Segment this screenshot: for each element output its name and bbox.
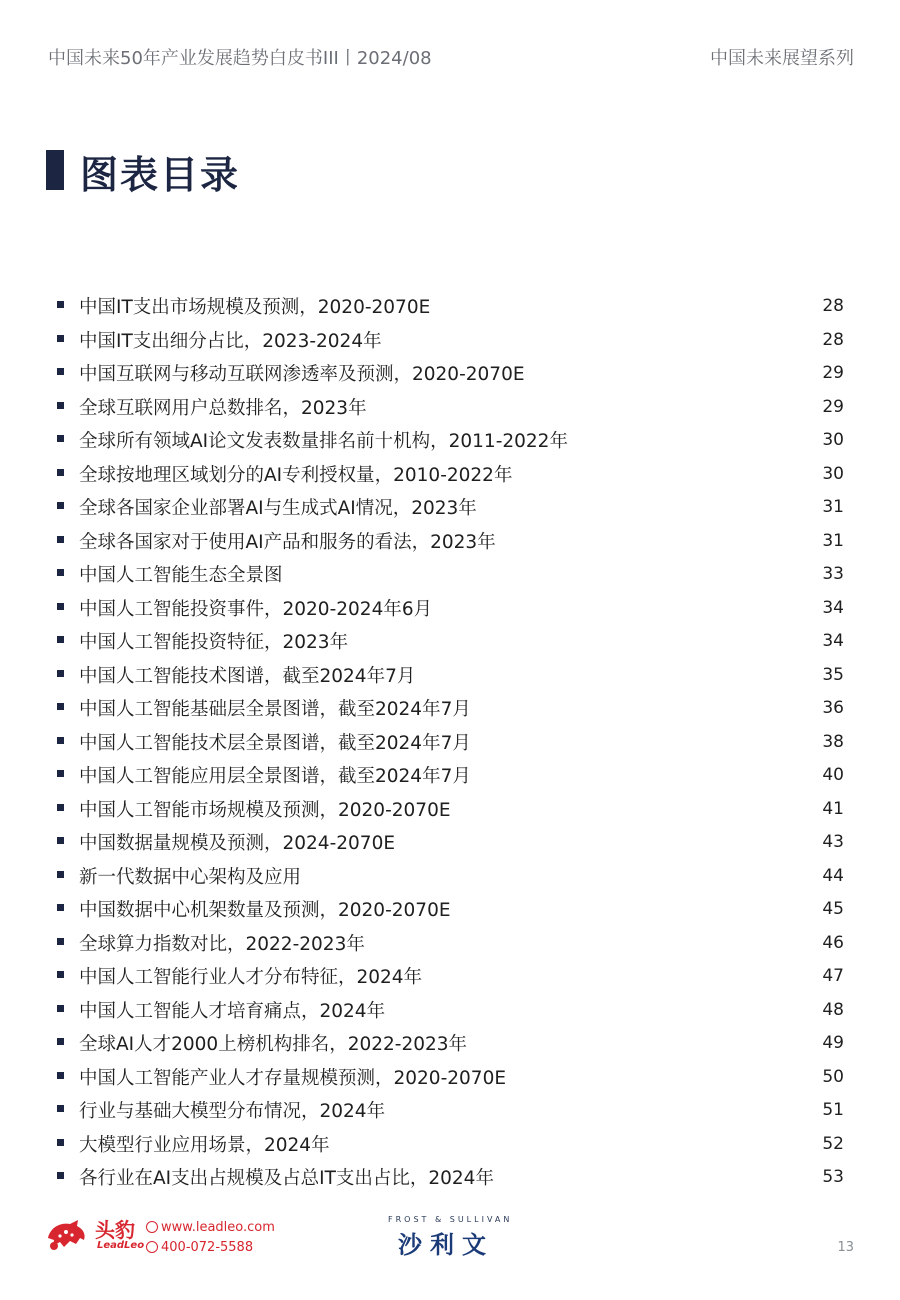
toc-entry-page: 31 bbox=[822, 530, 844, 551]
toc-entry-title: 全球算力指数对比，2022-2023年 bbox=[79, 933, 365, 955]
toc-entry-page: 29 bbox=[822, 396, 844, 417]
toc-entry[interactable] bbox=[0, 324, 900, 358]
toc-entry[interactable] bbox=[0, 893, 900, 927]
bullet-square-icon bbox=[57, 636, 64, 643]
header-document-title: 中国未来50年产业发展趋势白皮书III丨2024/08 bbox=[48, 48, 432, 69]
partner-logo-cn: 沙利文 bbox=[398, 1231, 494, 1259]
toc-entry-page: 53 bbox=[822, 1167, 844, 1187]
toc-entry[interactable] bbox=[0, 1161, 900, 1195]
toc-entry[interactable] bbox=[0, 692, 900, 726]
bullet-square-icon bbox=[57, 1172, 64, 1179]
toc-entry-title: 中国互联网与移动互联网渗透率及预测，2020-2070E bbox=[79, 364, 525, 385]
toc-entry-page: 48 bbox=[822, 999, 844, 1020]
toc-entry[interactable] bbox=[0, 424, 900, 458]
toc-entry-title: 中国人工智能应用层全景图谱，截至2024年7月 bbox=[79, 766, 471, 787]
toc-entry-page: 46 bbox=[822, 932, 844, 953]
bullet-square-icon bbox=[57, 904, 64, 911]
toc-entry[interactable] bbox=[0, 759, 900, 793]
partner-logo-en: FROST & SULLIVAN bbox=[388, 1215, 513, 1224]
bullet-square-icon bbox=[57, 737, 64, 744]
toc-entry[interactable] bbox=[0, 458, 900, 492]
toc-entry[interactable] bbox=[0, 1094, 900, 1128]
toc-entry-page: 40 bbox=[822, 765, 844, 785]
toc-entry-title: 中国人工智能行业人才分布特征，2024年 bbox=[79, 967, 423, 988]
toc-entry-title: 中国人工智能产业人才存量规模预测，2020-2070E bbox=[79, 1067, 507, 1089]
toc-entry-page: 49 bbox=[822, 1033, 844, 1053]
contact-website[interactable] bbox=[146, 1220, 275, 1235]
toc-entry-page: 34 bbox=[822, 597, 844, 618]
website-text[interactable]: www.leadleo.com bbox=[161, 1220, 275, 1235]
toc-entry-page: 28 bbox=[822, 296, 844, 316]
toc-entry[interactable] bbox=[0, 391, 900, 425]
toc-entry-page: 52 bbox=[822, 1133, 844, 1154]
bullet-square-icon bbox=[57, 569, 64, 576]
bullet-square-icon bbox=[57, 971, 64, 978]
toc-entry-title: 中国人工智能投资特征，2023年 bbox=[79, 632, 349, 653]
bullet-square-icon bbox=[57, 804, 64, 811]
contact-phone bbox=[146, 1240, 253, 1255]
bullet-square-icon bbox=[57, 603, 64, 610]
toc-entry-page: 44 bbox=[822, 865, 844, 886]
toc-entry-page: 47 bbox=[822, 966, 844, 986]
brand-name-en: LeadLeo bbox=[97, 1240, 145, 1251]
toc-entry-page: 29 bbox=[822, 363, 844, 383]
toc-entry-title: 中国数据量规模及预测，2024-2070E bbox=[79, 833, 396, 854]
toc-entry-title: 行业与基础大模型分布情况，2024年 bbox=[79, 1101, 386, 1122]
bullet-square-icon bbox=[57, 502, 64, 509]
toc-entry-title: 全球各国家企业部署AI与生成式AI情况，2023年 bbox=[79, 498, 477, 519]
toc-entry-page: 41 bbox=[822, 798, 844, 819]
toc-entry-page: 51 bbox=[822, 1100, 844, 1120]
toc-entry[interactable] bbox=[0, 726, 900, 760]
toc-entry-title: 全球所有领域AI论文发表数量排名前十机构，2011-2022年 bbox=[79, 431, 568, 452]
toc-entry-page: 30 bbox=[822, 430, 844, 450]
bullet-square-icon bbox=[57, 670, 64, 677]
toc-entry[interactable] bbox=[0, 960, 900, 994]
toc-entry-page: 50 bbox=[822, 1066, 844, 1087]
toc-entry-title: 新一代数据中心架构及应用 bbox=[79, 866, 302, 888]
toc-entry-page: 31 bbox=[822, 497, 844, 517]
toc-entry-page: 36 bbox=[822, 698, 844, 718]
toc-entry-title: 中国人工智能生态全景图 bbox=[79, 565, 283, 586]
bullet-square-icon bbox=[57, 837, 64, 844]
toc-entry[interactable] bbox=[0, 826, 900, 860]
web-e-icon bbox=[146, 1221, 158, 1233]
bullet-square-icon bbox=[57, 871, 64, 878]
toc-entry-title: 全球各国家对于使用AI产品和服务的看法，2023年 bbox=[79, 531, 496, 553]
toc-entry[interactable] bbox=[0, 290, 900, 324]
toc-entry[interactable] bbox=[0, 793, 900, 827]
bullet-square-icon bbox=[57, 1072, 64, 1079]
bullet-square-icon bbox=[57, 335, 64, 342]
toc-entry-page: 35 bbox=[822, 664, 844, 685]
bullet-square-icon bbox=[57, 469, 64, 476]
toc-entry-title: 中国数据中心机架数量及预测，2020-2070E bbox=[79, 900, 451, 921]
toc-entry[interactable] bbox=[0, 357, 900, 391]
bullet-square-icon bbox=[57, 1005, 64, 1012]
toc-entry[interactable] bbox=[0, 860, 900, 894]
toc-entry-page: 34 bbox=[822, 631, 844, 651]
bullet-square-icon bbox=[57, 1139, 64, 1146]
bullet-square-icon bbox=[57, 301, 64, 308]
toc-entry[interactable] bbox=[0, 659, 900, 693]
page-number: 13 bbox=[837, 1240, 854, 1255]
phone-icon bbox=[146, 1241, 158, 1253]
bullet-square-icon bbox=[57, 703, 64, 710]
toc-entry-title: 中国人工智能市场规模及预测，2020-2070E bbox=[79, 799, 451, 821]
toc-entry-page: 45 bbox=[822, 899, 844, 919]
bullet-square-icon bbox=[57, 938, 64, 945]
bullet-square-icon bbox=[57, 1038, 64, 1045]
toc-entry[interactable] bbox=[0, 558, 900, 592]
toc-entry-title: 中国人工智能人才培育痛点，2024年 bbox=[79, 1000, 386, 1022]
toc-entry[interactable] bbox=[0, 1061, 900, 1095]
toc-entry-title: 全球互联网用户总数排名，2023年 bbox=[79, 397, 367, 419]
bullet-square-icon bbox=[57, 536, 64, 543]
toc-entry[interactable] bbox=[0, 927, 900, 961]
bullet-square-icon bbox=[57, 770, 64, 777]
brand-name-cn: 头豹 bbox=[95, 1218, 135, 1242]
bullet-square-icon bbox=[57, 402, 64, 409]
bullet-square-icon bbox=[57, 1105, 64, 1112]
toc-entry-page: 43 bbox=[822, 832, 844, 852]
logo-leopard-icon bbox=[44, 1216, 88, 1252]
toc-entry-title: 全球AI人才2000上榜机构排名，2022-2023年 bbox=[79, 1034, 468, 1055]
bullet-square-icon bbox=[57, 435, 64, 442]
toc-entry[interactable] bbox=[0, 994, 900, 1028]
header-series-name: 中国未来展望系列 bbox=[710, 48, 854, 69]
toc-entry-title: 中国IT支出市场规模及预测，2020-2070E bbox=[79, 297, 431, 318]
toc-entry-page: 28 bbox=[822, 329, 844, 350]
phone-text: 400-072-5588 bbox=[161, 1240, 254, 1255]
toc-entry-title: 全球按地理区域划分的AI专利授权量，2010-2022年 bbox=[79, 464, 513, 486]
toc-entry-title: 中国人工智能投资事件，2020-2024年6月 bbox=[79, 598, 433, 620]
toc-entry-title: 中国人工智能技术层全景图谱，截至2024年7月 bbox=[79, 732, 471, 754]
toc-entry-page: 30 bbox=[822, 463, 844, 484]
title-accent-bar bbox=[46, 150, 64, 190]
table-of-figures bbox=[0, 290, 900, 1195]
toc-entry[interactable] bbox=[0, 491, 900, 525]
toc-entry-page: 38 bbox=[822, 731, 844, 752]
toc-entry-title: 中国人工智能基础层全景图谱，截至2024年7月 bbox=[79, 699, 471, 720]
toc-entry-title: 大模型行业应用场景，2024年 bbox=[79, 1134, 330, 1156]
toc-entry[interactable] bbox=[0, 1027, 900, 1061]
toc-entry-page: 33 bbox=[822, 564, 844, 584]
toc-entry-title: 各行业在AI支出占规模及占总IT支出占比，2024年 bbox=[79, 1168, 494, 1189]
toc-entry[interactable] bbox=[0, 625, 900, 659]
toc-entry[interactable] bbox=[0, 525, 900, 559]
page-title: 图表目录 bbox=[80, 153, 241, 197]
toc-entry[interactable] bbox=[0, 1128, 900, 1162]
toc-entry-title: 中国人工智能技术图谱，截至2024年7月 bbox=[79, 665, 416, 687]
toc-entry-title: 中国IT支出细分占比，2023-2024年 bbox=[79, 330, 382, 352]
toc-entry[interactable] bbox=[0, 592, 900, 626]
bullet-square-icon bbox=[57, 368, 64, 375]
